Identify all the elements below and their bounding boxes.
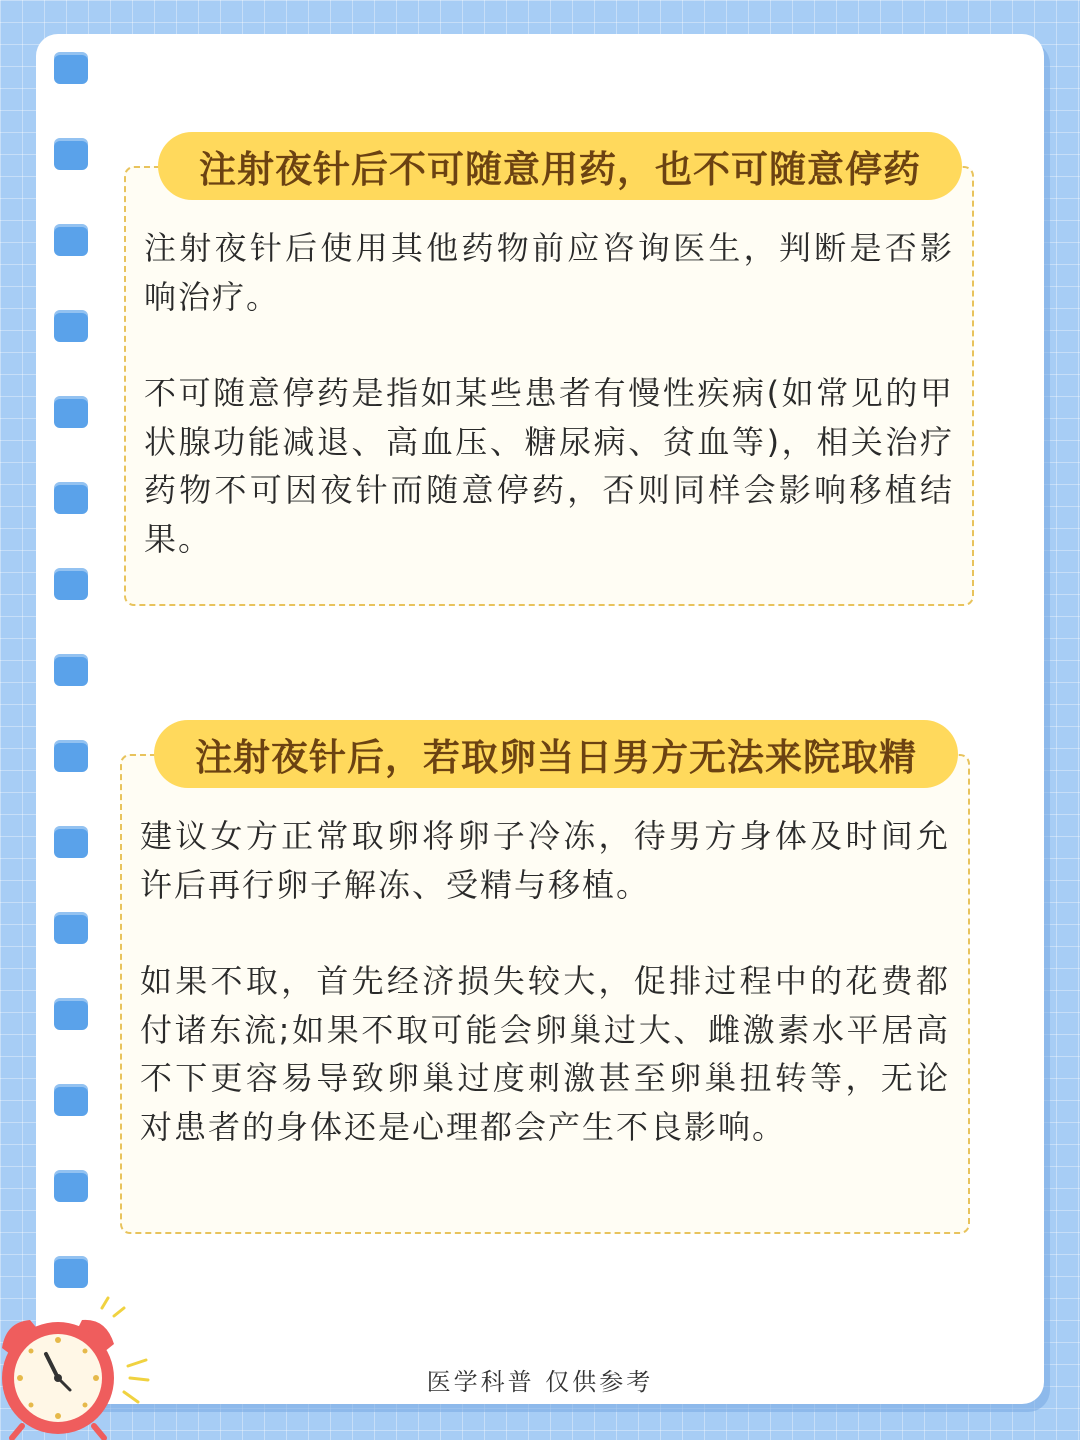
- section-title: 注射夜针后不可随意用药，也不可随意停药: [199, 148, 921, 191]
- binding-hole: [54, 998, 88, 1030]
- section-title-banner: [158, 132, 962, 200]
- footer-disclaimer: 医学科普 仅供参考: [426, 1368, 654, 1396]
- binding-hole: [54, 1256, 88, 1288]
- alarm-clock-icon: [0, 1296, 160, 1440]
- binding-hole: [54, 52, 88, 84]
- binding-hole: [54, 396, 88, 428]
- binding-hole: [54, 224, 88, 256]
- section-card-sperm-retrieval: [120, 736, 970, 1234]
- binding-hole: [54, 740, 88, 772]
- section-card-medication: [124, 148, 974, 606]
- binding-hole: [54, 482, 88, 514]
- paragraph: 如果不取，首先经济损失较大，促排过程中的花费都付诸东流;如果不取可能会卵巢过大、雌激素水平居高不下更容易导致卵巢过度刺激甚至卵巢扭转等，无论对患者的身体还是心理都会产生不良影响。: [140, 962, 950, 1146]
- binding-hole: [54, 138, 88, 170]
- paragraph: 注射夜针后使用其他药物前应咨询医生，判断是否影响治疗。: [144, 229, 954, 316]
- section-title: 注射夜针后，若取卵当日男方无法来院取精: [195, 736, 917, 779]
- binding-holes: [54, 52, 88, 1312]
- section-body: [144, 224, 954, 563]
- binding-hole: [54, 1170, 88, 1202]
- binding-hole: [54, 912, 88, 944]
- paragraph: 建议女方正常取卵将卵子冷冻，待男方身体及时间允许后再行卵子解冻、受精与移植。: [140, 817, 950, 904]
- section-title-banner: [154, 720, 958, 788]
- binding-hole: [54, 654, 88, 686]
- binding-hole: [54, 310, 88, 342]
- section-body: [140, 812, 950, 1151]
- binding-hole: [54, 568, 88, 600]
- binding-hole: [54, 826, 88, 858]
- binding-hole: [54, 1084, 88, 1116]
- paragraph: 不可随意停药是指如某些患者有慢性疾病(如常见的甲状腺功能减退、高血压、糖尿病、贫血等)，相关治疗药物不可因夜针而随意停药，否则同样会影响移植结果。: [144, 374, 954, 558]
